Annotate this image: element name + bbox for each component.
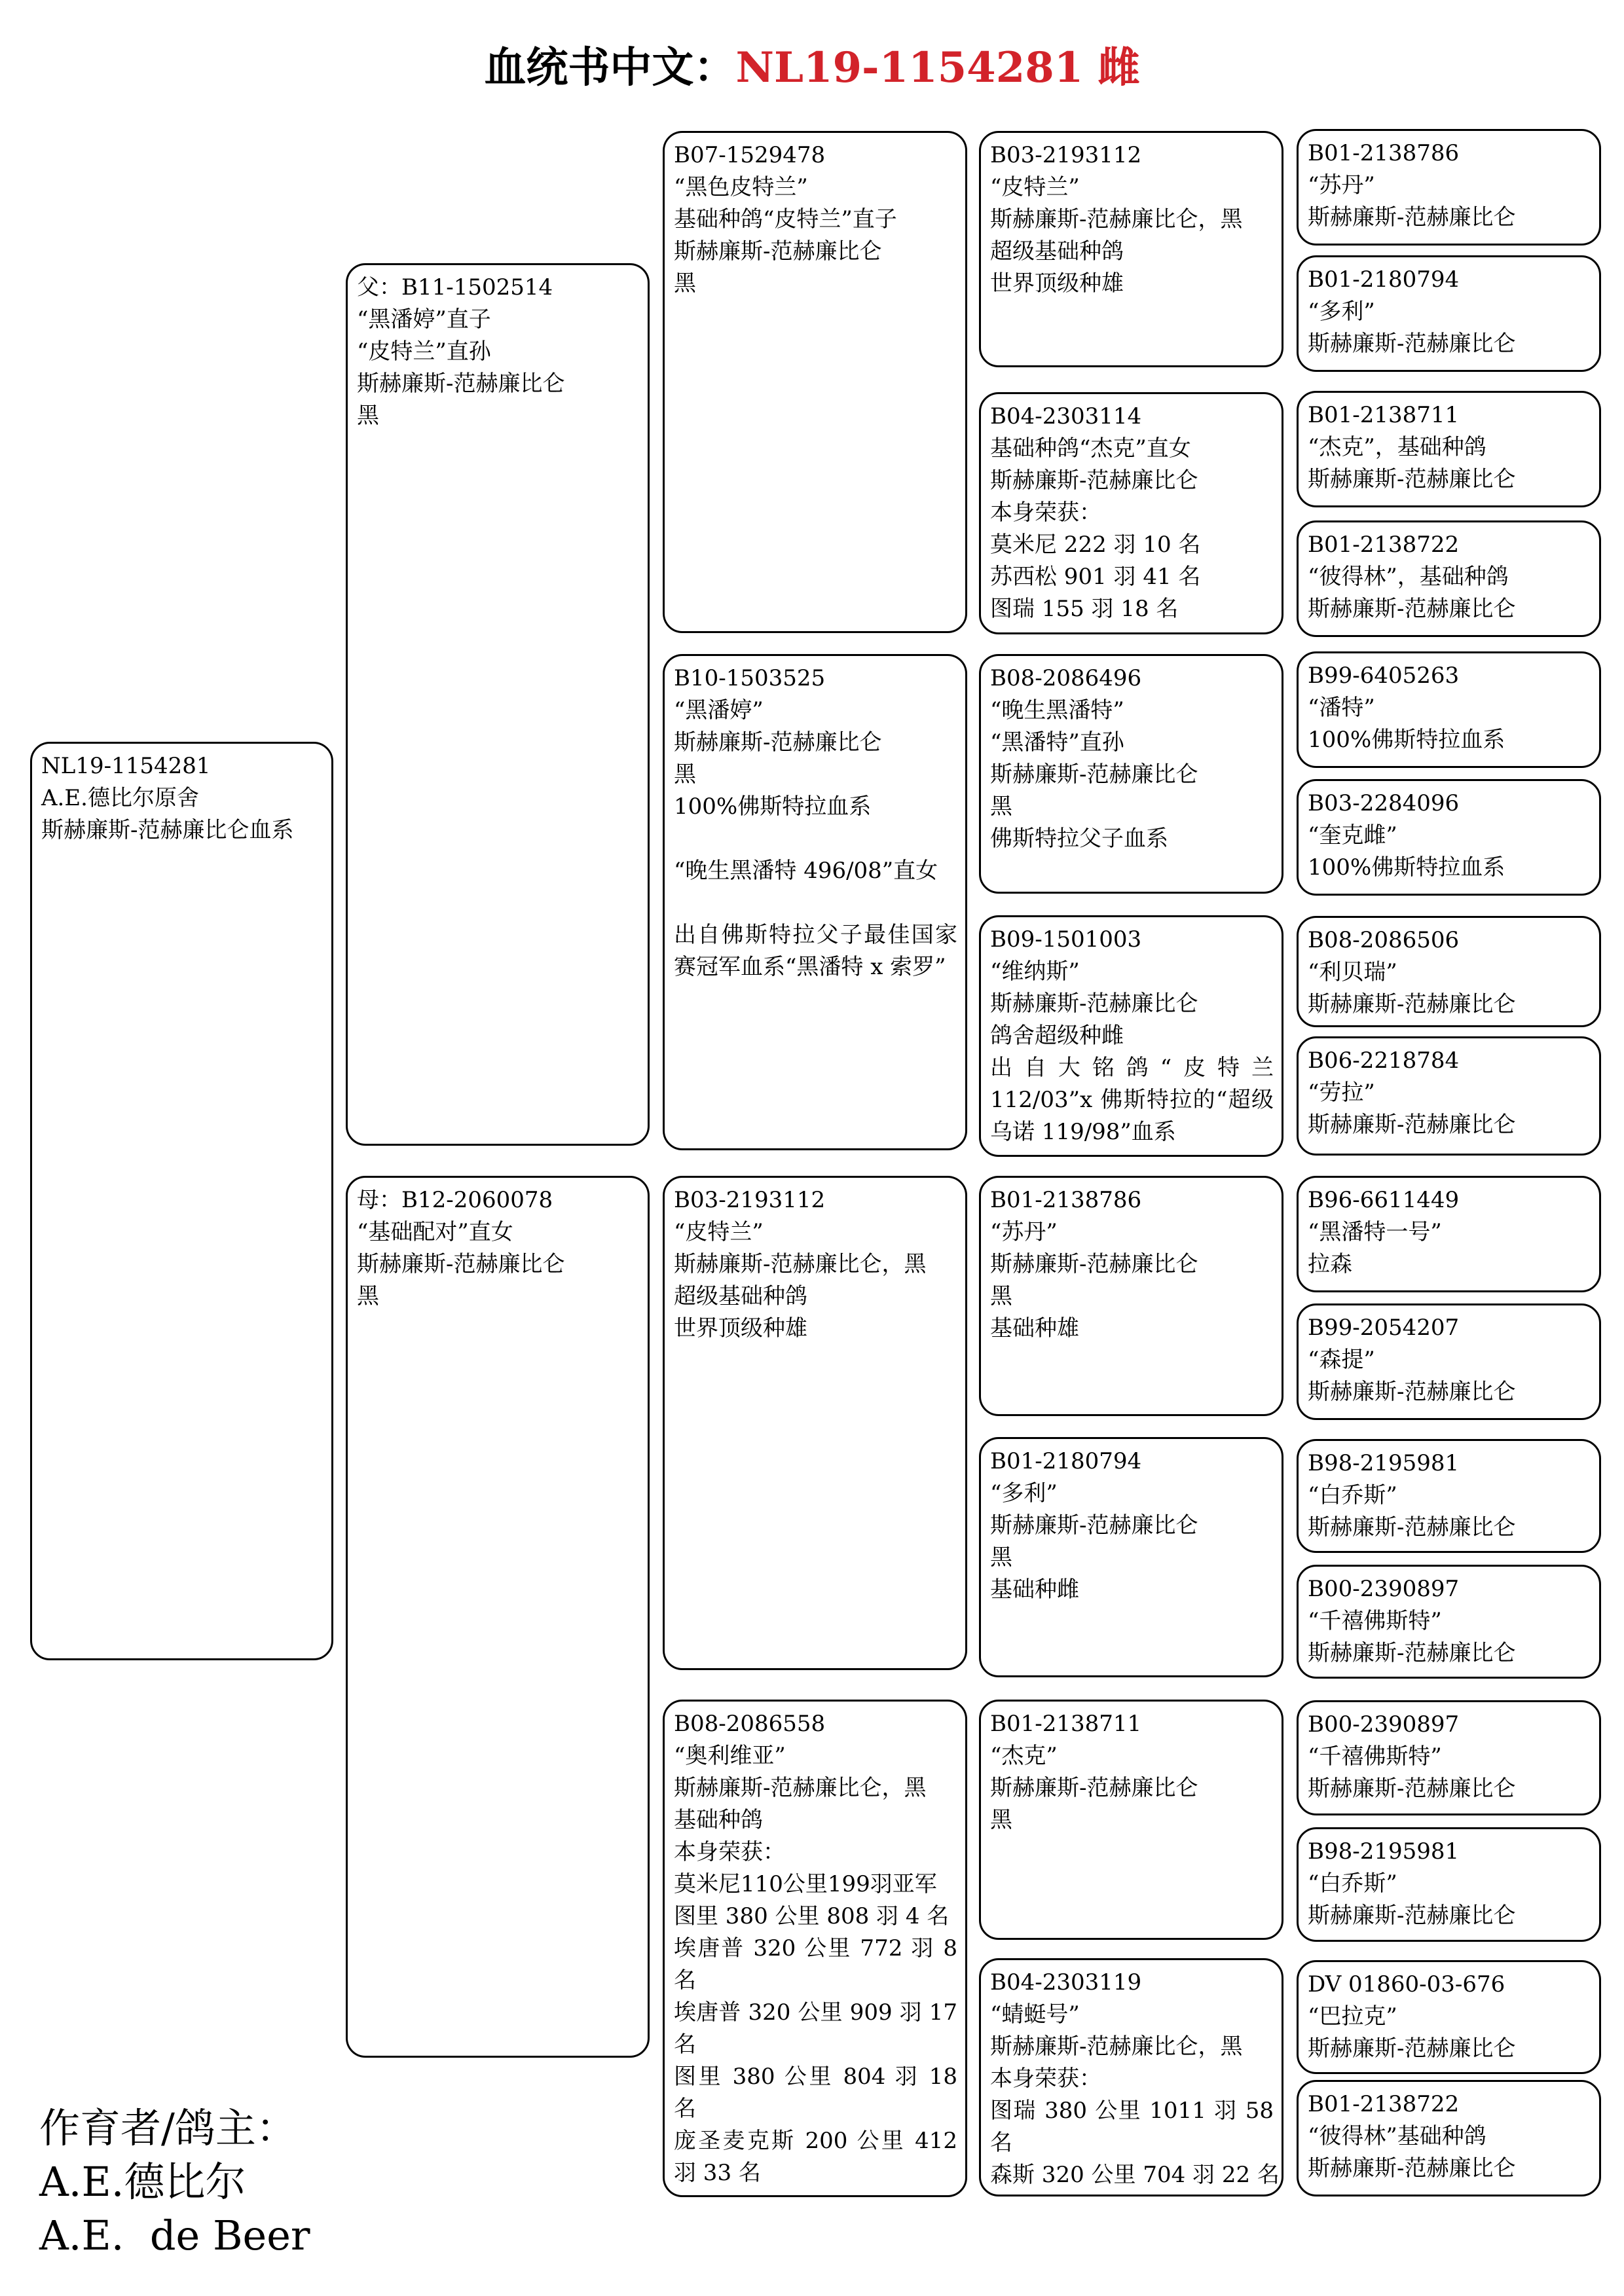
dds-line: 黑 (990, 1807, 1012, 1833)
sire-line: 斯赫廉斯-范赫廉比仑 (357, 371, 565, 397)
g5-line: “森提” (1308, 1347, 1375, 1373)
g5-line: “千禧佛斯特” (1308, 1743, 1442, 1770)
ddd-line: “蜻蜓号” (990, 2001, 1080, 2028)
sss-line: 斯赫廉斯-范赫廉比仑，黑 (990, 206, 1243, 232)
ss-line: “黑色皮特兰” (674, 174, 808, 200)
g5-card (1297, 1176, 1601, 1292)
sds-line: 佛斯特拉父子血系 (990, 826, 1168, 852)
g5-line: 拉森 (1308, 1251, 1352, 1277)
sds-line: “黑潘特”直孙 (990, 729, 1124, 756)
g5-line: 100%佛斯特拉血系 (1308, 727, 1505, 753)
g5-line: B01-2138786 (1308, 140, 1460, 166)
dd-line: 埃唐普 320 公里 909 羽 17 名 (674, 1999, 957, 2058)
subject-line: 斯赫廉斯-范赫廉比仑血系 (41, 817, 294, 843)
g5-line: “利贝瑞” (1308, 959, 1397, 985)
dam-dam-card (663, 1700, 967, 2197)
dd-line: B08-2086558 (674, 1711, 826, 1737)
g5-line: B01-2138722 (1308, 2091, 1460, 2117)
g5-card (1297, 916, 1601, 1027)
sdd-line: 鸽舍超级种雌 (990, 1023, 1124, 1049)
ss-line: 黑 (674, 270, 696, 297)
dsd-line: 基础种雌 (990, 1576, 1079, 1603)
g5-line: “白乔斯” (1308, 1870, 1397, 1897)
g5-card (1297, 391, 1601, 507)
dd-line: “奥利维亚” (674, 1743, 786, 1769)
dss-line: B01-2138786 (990, 1187, 1142, 1213)
g5-line: 斯赫廉斯-范赫廉比仑 (1308, 596, 1516, 622)
dd-line: 莫米尼110公里199羽亚军 (674, 1871, 937, 1897)
g5-line: B96-6611449 (1308, 1187, 1460, 1213)
ddd-card (979, 1958, 1283, 2196)
dd-line: 图里 380 公里 804 羽 18 名 (674, 2064, 957, 2122)
dd-line: 图里 380 公里 808 羽 4 名 (674, 1903, 950, 1929)
dd-line: 埃唐普 320 公里 772 羽 8 名 (674, 1935, 957, 1994)
ds-line: B03-2193112 (674, 1187, 826, 1213)
sss-line: 世界顶级种雄 (990, 270, 1124, 297)
g5-card (1297, 2080, 1601, 2196)
dsd-line: “多利” (990, 1480, 1058, 1506)
g5-card (1297, 1036, 1601, 1156)
g5-line: DV 01860-03-676 (1308, 1971, 1505, 1997)
sd-line: “黑潘婷” (674, 697, 764, 723)
g5-line: 斯赫廉斯-范赫廉比仑 (1308, 466, 1516, 492)
sd-line: 黑 (674, 761, 696, 788)
g5-line: 斯赫廉斯-范赫廉比仑 (1308, 2155, 1516, 2181)
sd-line: 100%佛斯特拉血系 (674, 793, 872, 820)
g5-line: B99-2054207 (1308, 1315, 1460, 1341)
sds-card (979, 654, 1283, 894)
sire-line: 黑 (357, 403, 379, 429)
g5-card (1297, 1827, 1601, 1942)
sss-line: 超级基础种鸽 (990, 238, 1124, 264)
sire-dam-card (663, 654, 967, 1150)
g5-line: B00-2390897 (1308, 1711, 1460, 1738)
ss-line: 基础种鸽“皮特兰”直子 (674, 206, 897, 232)
g5-card (1297, 651, 1601, 768)
g5-line: 斯赫廉斯-范赫廉比仑 (1308, 1112, 1516, 1138)
g5-line: “潘特” (1308, 695, 1375, 721)
ss-line: 斯赫廉斯-范赫廉比仑 (674, 238, 882, 264)
sire-sire-card (663, 131, 967, 633)
g5-line: “黑潘特一号” (1308, 1219, 1442, 1245)
g5-line: “苏丹” (1308, 172, 1375, 198)
g5-line: B98-2195981 (1308, 1450, 1460, 1476)
dsd-line: B01-2180794 (990, 1448, 1142, 1474)
dds-line: 斯赫廉斯-范赫廉比仑 (990, 1775, 1198, 1801)
sdd-line: “维纳斯” (990, 958, 1080, 985)
dss-line: 黑 (990, 1283, 1012, 1309)
ssd-card (979, 392, 1283, 634)
ds-line: 超级基础种鸽 (674, 1283, 807, 1309)
dam-line: 黑 (357, 1283, 379, 1309)
sds-line: B08-2086496 (990, 665, 1142, 691)
ssd-line: 图瑞 155 羽 18 名 (990, 596, 1179, 622)
sds-line: 斯赫廉斯-范赫廉比仑 (990, 761, 1198, 788)
dss-line: 基础种雄 (990, 1315, 1079, 1341)
sdd-line: 出自大铭鸽“皮特兰112/03”x 佛斯特拉的“超级乌诺 119/98”血系 (990, 1055, 1274, 1145)
g5-line: B03-2284096 (1308, 790, 1460, 816)
ds-line: 世界顶级种雄 (674, 1315, 807, 1341)
g5-line: 斯赫廉斯-范赫廉比仑 (1308, 204, 1516, 230)
g5-line: B06-2218784 (1308, 1048, 1460, 1074)
title-prefix: 血统书中文： (484, 43, 736, 92)
g5-line: 斯赫廉斯-范赫廉比仑 (1308, 1640, 1516, 1666)
dam-line: “基础配对”直女 (357, 1219, 513, 1245)
ss-line: B07-1529478 (674, 142, 826, 168)
subject-card (30, 742, 333, 1660)
dds-line: B01-2138711 (990, 1711, 1142, 1737)
g5-line: “彼得林”，基础种鸽 (1308, 564, 1509, 590)
g5-line: “巴拉克” (1308, 2003, 1397, 2030)
sss-line: B03-2193112 (990, 142, 1142, 168)
sd-line: 出自佛斯特拉父子最佳国家赛冠军血系“黑潘特 x 索罗” (674, 922, 957, 980)
subject-line: A.E.德比尔原舍 (41, 785, 199, 811)
subject-line: NL19-1154281 (41, 753, 211, 779)
sd-spacer (674, 823, 957, 855)
g5-line: B00-2390897 (1308, 1576, 1460, 1602)
g5-line: 斯赫廉斯-范赫廉比仑 (1308, 2035, 1516, 2062)
dam-line: 斯赫廉斯-范赫廉比仑 (357, 1251, 565, 1277)
breeder-name-en: A.E. de Beer (39, 2212, 310, 2259)
g5-line: 斯赫廉斯-范赫廉比仑 (1308, 331, 1516, 357)
dss-line: 斯赫廉斯-范赫廉比仑 (990, 1251, 1198, 1277)
dsd-card (979, 1437, 1283, 1677)
g5-card (1297, 1700, 1601, 1815)
title-ring-number: NL19-1154281 雌 (735, 43, 1140, 92)
sds-line: 黑 (990, 793, 1012, 820)
sdd-line: B09-1501003 (990, 926, 1142, 953)
g5-line: “奎克雌” (1308, 822, 1397, 848)
dds-line: “杰克” (990, 1743, 1058, 1769)
sire-line: 父：B11-1502514 (357, 274, 553, 301)
sds-line: “晚生黑潘特” (990, 697, 1124, 723)
ssd-line: 本身荣获： (990, 500, 1101, 526)
sire-card (346, 263, 650, 1146)
g5-line: “多利” (1308, 299, 1375, 325)
dd-line: 基础种鸽 (674, 1807, 763, 1833)
g5-line: B98-2195981 (1308, 1838, 1460, 1865)
g5-line: “白乔斯” (1308, 1482, 1397, 1508)
g5-card (1297, 1303, 1601, 1420)
ddd-line: 本身荣获： (990, 2066, 1101, 2092)
g5-line: “劳拉” (1308, 1080, 1375, 1106)
dss-card (979, 1176, 1283, 1416)
g5-line: 斯赫廉斯-范赫廉比仑 (1308, 1379, 1516, 1405)
dsd-line: 黑 (990, 1544, 1012, 1571)
ssd-line: 莫米尼 222 羽 10 名 (990, 532, 1201, 558)
ddd-line: 斯赫廉斯-范赫廉比仑，黑 (990, 2033, 1243, 2060)
ssd-line: B04-2303114 (990, 403, 1142, 429)
dds-card (979, 1700, 1283, 1940)
breeder-label: 作育者/鸽主： (39, 2104, 297, 2152)
dss-line: “苏丹” (990, 1219, 1058, 1245)
g5-line: B01-2138722 (1308, 532, 1460, 558)
g5-line: 斯赫廉斯-范赫廉比仑 (1308, 1514, 1516, 1540)
ddd-line: 森斯 320 公里 704 羽 22 名 (990, 2162, 1280, 2188)
breeder-name-cn: A.E.德比尔 (39, 2158, 246, 2206)
dd-line: 本身荣获： (674, 1839, 785, 1865)
sire-line: “黑潘婷”直子 (357, 306, 491, 333)
g5-card (1297, 1565, 1601, 1679)
sd-line: “晚生黑潘特 496/08”直女 (674, 858, 938, 884)
sdd-card (979, 915, 1283, 1157)
g5-line: B01-2138711 (1308, 402, 1460, 428)
g5-line: 100%佛斯特拉血系 (1308, 854, 1505, 881)
dam-line: 母：B12-2060078 (357, 1187, 553, 1213)
g5-line: B99-6405263 (1308, 663, 1460, 689)
ds-line: “皮特兰” (674, 1219, 764, 1245)
dam-sire-card (663, 1176, 967, 1670)
sd-line: B10-1503525 (674, 665, 826, 691)
ssd-line: 斯赫廉斯-范赫廉比仑 (990, 467, 1198, 494)
dd-line: 庞圣麦克斯 200 公里 412 羽 33 名 (674, 2128, 957, 2186)
g5-line: 斯赫廉斯-范赫廉比仑 (1308, 991, 1516, 1017)
ds-line: 斯赫廉斯-范赫廉比仑，黑 (674, 1251, 927, 1277)
g5-line: “彼得林”基础种鸽 (1308, 2123, 1486, 2149)
g5-card (1297, 129, 1601, 246)
g5-card (1297, 255, 1601, 372)
sire-line: “皮特兰”直孙 (357, 338, 491, 365)
g5-line: 斯赫廉斯-范赫廉比仑 (1308, 1776, 1516, 1802)
ssd-line: 基础种鸽“杰克”直女 (990, 435, 1191, 462)
g5-card (1297, 1960, 1601, 2074)
dd-line: 斯赫廉斯-范赫廉比仑，黑 (674, 1775, 927, 1801)
ddd-line: 图瑞 380 公里 1011 羽 58 名 (990, 2098, 1274, 2156)
sdd-line: 斯赫廉斯-范赫廉比仑 (990, 991, 1198, 1017)
dsd-line: 斯赫廉斯-范赫廉比仑 (990, 1512, 1198, 1539)
g5-card (1297, 520, 1601, 637)
sd-line: 斯赫廉斯-范赫廉比仑 (674, 729, 882, 756)
sd-spacer (674, 887, 957, 919)
g5-card (1297, 779, 1601, 896)
g5-line: B08-2086506 (1308, 927, 1460, 953)
ddd-line: B04-2303119 (990, 1969, 1142, 1995)
g5-line: B01-2180794 (1308, 266, 1460, 293)
ssd-line: 苏西松 901 羽 41 名 (990, 564, 1201, 590)
sss-line: “皮特兰” (990, 174, 1080, 200)
sss-card (979, 131, 1283, 367)
g5-line: “千禧佛斯特” (1308, 1608, 1442, 1634)
breeder-block (39, 2102, 310, 2263)
g5-line: “杰克”，基础种鸽 (1308, 434, 1486, 460)
page-title (0, 34, 1624, 94)
g5-card (1297, 1439, 1601, 1553)
g5-line: 斯赫廉斯-范赫廉比仑 (1308, 1903, 1516, 1929)
dam-card (346, 1176, 650, 2058)
